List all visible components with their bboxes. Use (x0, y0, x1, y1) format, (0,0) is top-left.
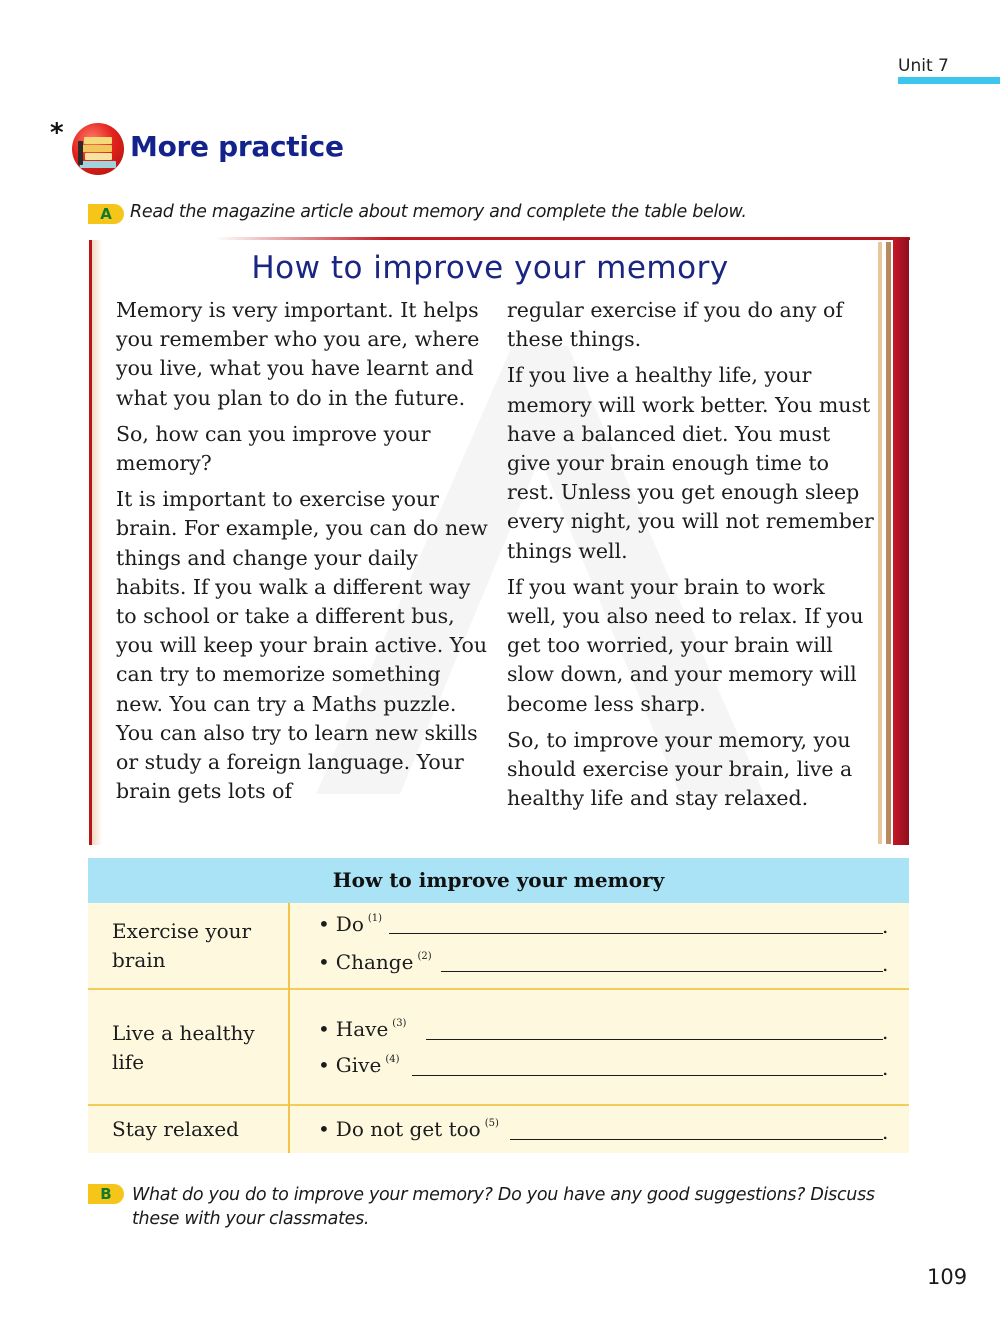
bullet: • (318, 1117, 330, 1141)
table-category: Stay relaxed (112, 1117, 239, 1141)
unit-label: Unit 7 (898, 56, 949, 76)
table-item (318, 1017, 406, 1041)
article-paragraph: If you want your brain to work well, you also need to relax. If you get too worried, your brain will slow down, and your memory will become less sharp. (507, 574, 864, 716)
article-paragraph: So, to improve your memory, you should exercise your brain, live a healthy life and stay relaxed. (507, 727, 853, 811)
blank-number: (2) (417, 951, 432, 962)
optional-marker: * (50, 118, 64, 148)
section-title: More practice (130, 130, 344, 163)
table-item (318, 912, 382, 936)
table-item (318, 1053, 399, 1077)
unit-accent-bar (898, 77, 1000, 84)
article-paragraph: regular exercise if you do any of these things. (507, 298, 843, 352)
table-row-divider (88, 988, 909, 990)
article-left-column (116, 296, 491, 813)
article-right-stripe (886, 242, 891, 844)
period: . (882, 914, 889, 938)
task-b-instruction: What do you do to improve your memory? Do you have any good suggestions? Discuss these with your classmates. (132, 1185, 875, 1229)
task-a-instruction: Read the magazine article about memory and complete the table below. (130, 202, 747, 222)
table-row-divider (88, 1104, 909, 1106)
period: . (882, 1020, 889, 1044)
article-paragraph: Memory is very important. It helps you remember who you are, where you live, what you have learnt and what you plan to do in the future. (116, 298, 480, 410)
blank-number: (1) (367, 913, 383, 924)
period: . (882, 1056, 889, 1080)
article-right-column (507, 296, 877, 820)
blank-number: (5) (484, 1118, 499, 1129)
task-a-badge: A (88, 204, 124, 224)
item-prompt: Do (335, 912, 364, 936)
article-title: How to improve your memory (251, 250, 729, 286)
bullet: • (318, 950, 330, 974)
page-number: 109 (927, 1265, 968, 1289)
table-category: Exercise your brain (112, 919, 252, 972)
answer-blank-5[interactable] (510, 1138, 883, 1140)
table-category: Live a healthy life (112, 1021, 255, 1074)
table-heading: How to improve your memory (332, 868, 665, 892)
article-paragraph: So, how can you improve your memory? (116, 421, 431, 476)
blank-number: (4) (385, 1054, 400, 1065)
item-prompt: Have (335, 1017, 389, 1041)
answer-blank-2[interactable] (441, 970, 883, 972)
article-right-stripe (878, 242, 882, 844)
article-left-shade (92, 240, 102, 845)
period: . (882, 952, 889, 976)
table-column-divider (288, 903, 290, 1153)
bullet: • (318, 1017, 330, 1041)
answer-blank-3[interactable] (426, 1038, 883, 1040)
answer-blank-1[interactable] (389, 932, 883, 934)
answer-blank-4[interactable] (412, 1074, 883, 1076)
period: . (882, 1120, 889, 1144)
blank-number: (3) (392, 1018, 407, 1029)
task-b-badge: B (88, 1184, 124, 1204)
books-icon (72, 123, 124, 175)
article-top-border (215, 237, 910, 240)
article-paragraph: It is important to exercise your brain. For example, you can do new things and change your daily habits. If you walk a different way to school or take a different bus, you will keep your brain active. You can try to memorize something new. You can try a Maths puzzle. You can also try to learn new skills or study a foreign language. Your brain gets lots of (116, 487, 488, 804)
table-item (318, 1117, 499, 1141)
item-prompt: Do not get too (335, 1117, 481, 1141)
article-paragraph: If you live a healthy life, your memory will work better. You must have a balanced diet. You must give your brain enough time to rest. Unless you get enough sleep every night, you will not remember things well. (507, 363, 874, 563)
article-spine (893, 238, 909, 845)
bullet: • (318, 912, 330, 936)
item-prompt: Change (335, 950, 414, 974)
bullet: • (318, 1053, 330, 1077)
item-prompt: Give (335, 1053, 382, 1077)
table-item (318, 950, 432, 974)
